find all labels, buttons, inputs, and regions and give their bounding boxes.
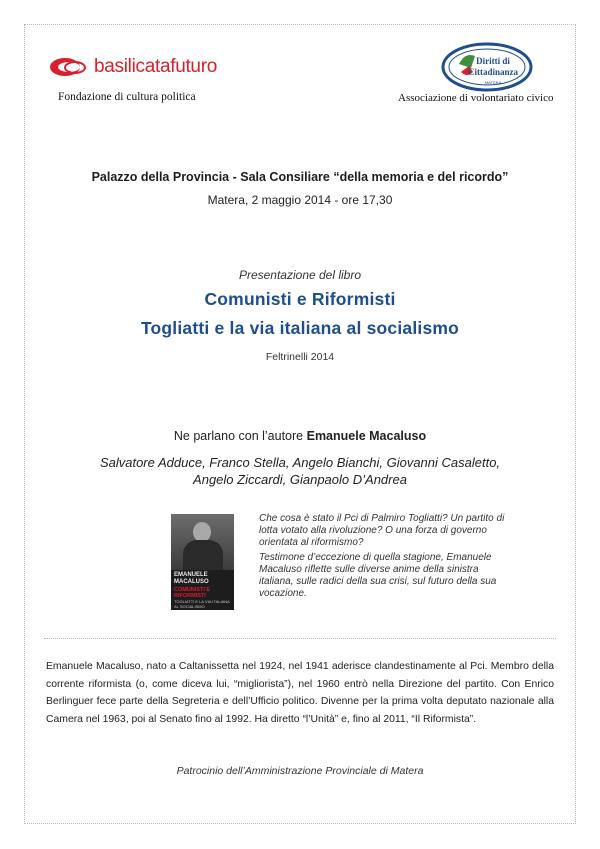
right-org-subtitle: Associazione di volontariato civico: [398, 92, 554, 104]
seal-text-top: Diritti di: [476, 56, 510, 66]
book-subtitle: Togliatti e la via italiana al socialismo: [140, 318, 460, 338]
cover-author: EMANUELE MACALUSO: [174, 572, 209, 585]
author-name: Emanuele Macaluso: [306, 429, 427, 443]
speakers-intro-text: Ne parlano con l’autore: [173, 429, 304, 443]
seal-text-bottom: Cittadinanza: [467, 67, 519, 77]
event-venue: Palazzo della Provincia - Sala Consiliare “della memoria e del ricordo”: [91, 170, 509, 184]
book-cover-image: [171, 514, 234, 610]
book-title: Comunisti e Riformisti: [204, 289, 396, 309]
event-date-time: Matera, 2 maggio 2014 - ore 17,30: [207, 193, 393, 207]
speakers-intro: [0, 429, 600, 443]
blurb-paragraph-1: Che cosa è stato il Pci di Palmiro Togliatti? Un partito di lotta votato alla rivoluzione? O una forza di governo orientata al riformismo?: [259, 513, 505, 548]
speaker-names-line2: Angelo Ziccardi, Gianpaolo D’Andrea: [193, 472, 407, 487]
publisher: Feltrinelli 2014: [265, 351, 335, 363]
patronage: Patrocinio dell’Amministrazione Provinciale di Matera: [176, 765, 424, 777]
brand-name: basilicatafuturo: [94, 56, 217, 77]
speaker-names-line1: Salvatore Adduce, Franco Stella, Angelo Bianchi, Giovanni Casaletto,: [99, 455, 501, 470]
cover-title: COMUNISTI E RIFORMISTI: [174, 587, 211, 599]
seal-text-city: MATERA: [484, 80, 502, 85]
cover-subtitle: TOGLIATTI E LA VIA ITALIANA AL SOCIALISMO: [174, 599, 230, 609]
blurb-paragraph-2: Testimone d’eccezione di quella stagione, Emanuele Macaluso riflette sulle diverse anime della sinistra italiana, sulle radici della sua crisi, sul futuro della sua vocazione.: [259, 552, 497, 599]
presentation-label: Presentazione del libro: [238, 268, 362, 282]
divider: [44, 638, 556, 639]
red-rings-icon: [50, 56, 88, 78]
basilicatafuturo-logo: [50, 56, 217, 78]
diritti-di-cittadinanza-seal: [441, 42, 533, 92]
author-biography: Emanuele Macaluso, nato a Caltanissetta nel 1924, nel 1941 aderisce clandestinamente al Pci. Membro della corrente riformista (o, come diceva lui, “migliorista”), nel 1960 entrò nella Direzione del partito. Con Enrico Berlinguer fece parte della Segreteria e dell’Ufficio politico. Divenne per la prima volta deputato nazionale alla Camera nel 1963, poi al Senato fino al 1992. Ha diretto “l’Unità” e, fino al 2011, “Il Riformista”.: [46, 661, 554, 725]
left-org-subtitle: Fondazione di cultura politica: [58, 91, 196, 103]
